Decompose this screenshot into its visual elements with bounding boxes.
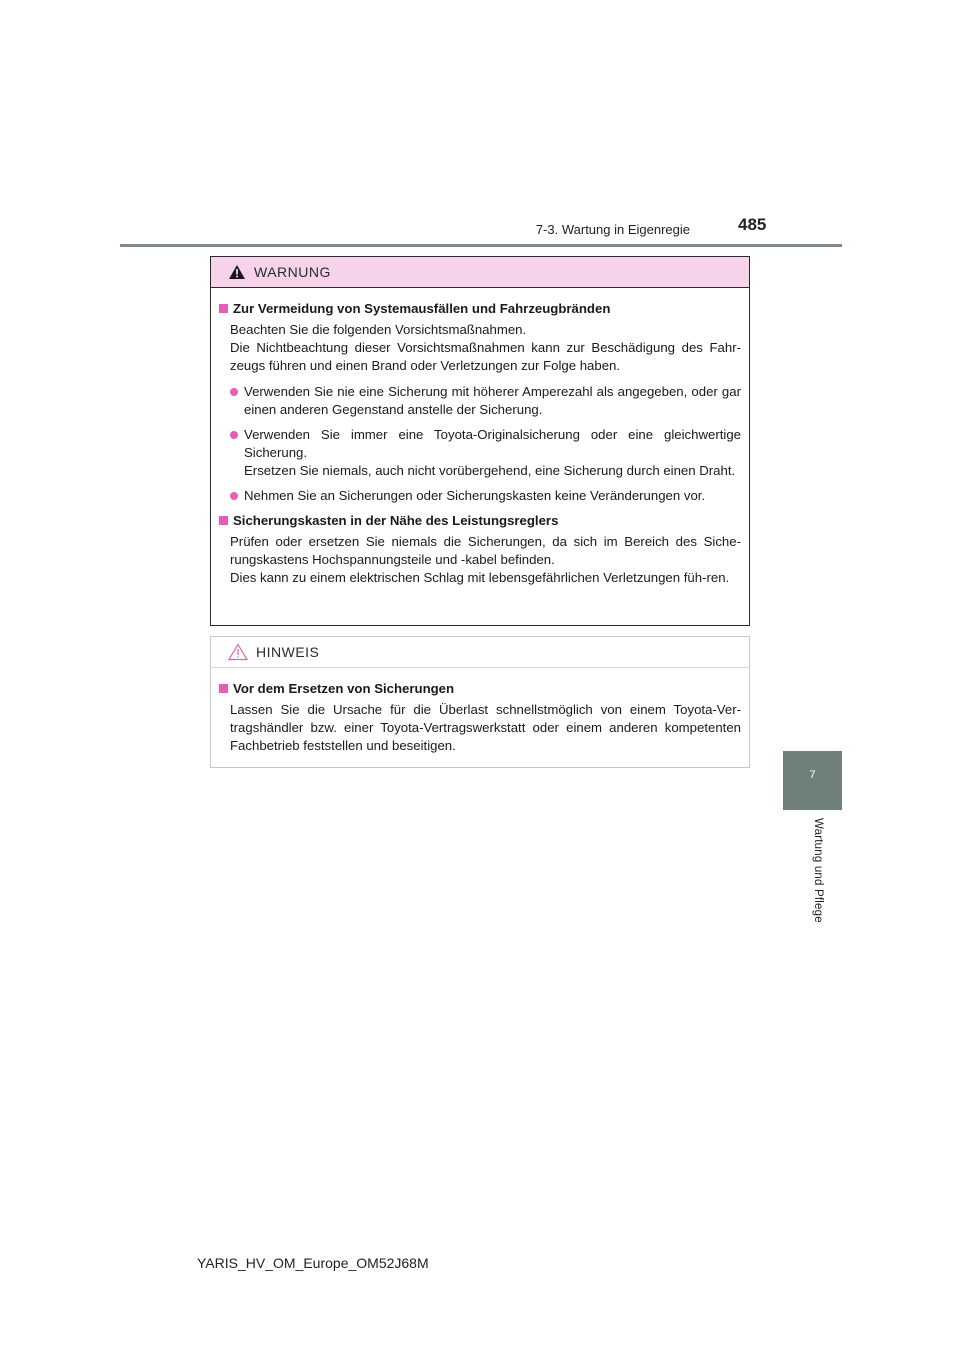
section-heading-text: Vor dem Ersetzen von Sicherungen bbox=[233, 681, 455, 696]
square-bullet-icon bbox=[219, 516, 228, 525]
bullet-text bbox=[244, 383, 741, 419]
paragraph bbox=[219, 321, 741, 375]
warning-title: WARNUNG bbox=[254, 264, 331, 280]
header-rule bbox=[120, 244, 842, 247]
bullet-line: Nehmen Sie an Sicherungen oder Sicherungskasten keine Veränderungen vor. bbox=[244, 488, 706, 503]
note-body bbox=[211, 668, 749, 755]
section-heading bbox=[219, 300, 741, 318]
bullet-item bbox=[219, 487, 741, 505]
bullet-text bbox=[244, 426, 741, 480]
note-header bbox=[211, 637, 749, 668]
footer-doc-id: YARIS_HV_OM_Europe_OM52J68M bbox=[197, 1255, 429, 1271]
section-heading bbox=[219, 680, 741, 698]
bullet-item bbox=[219, 426, 741, 480]
bullet-line: Verwenden Sie nie eine Sicherung mit höherer Amperezahl als angegeben, oder gar einen anderen Gegenstand anstelle der Sicherung. bbox=[244, 384, 741, 417]
circle-bullet-icon bbox=[230, 388, 238, 396]
caution-triangle-icon bbox=[228, 643, 248, 661]
paragraph-line: Die Nichtbeachtung dieser Vorsichtsmaßnahmen kann zur Beschädigung des Fahr-zeugs führen und einen Brand oder Verletzungen zur Folge haben. bbox=[230, 340, 741, 373]
bullet-line: Verwenden Sie immer eine Toyota-Originalsicherung oder eine gleichwertige Sicherung. bbox=[244, 427, 741, 460]
bullet-text bbox=[244, 487, 705, 505]
circle-bullet-icon bbox=[230, 431, 238, 439]
paragraph-line: Dies kann zu einem elektrischen Schlag mit lebensgefährlichen Verletzungen füh-ren. bbox=[230, 570, 730, 585]
note-title: HINWEIS bbox=[256, 644, 320, 660]
section-heading-text: Zur Vermeidung von Systemausfällen und Fahrzeugbränden bbox=[233, 301, 611, 316]
square-bullet-icon bbox=[219, 304, 228, 313]
note-box bbox=[210, 636, 750, 768]
paragraph-line: Prüfen oder ersetzen Sie niemals die Sicherungen, da sich im Bereich des Siche-rungskastens Hochspannungsteile und -kabel befinden. bbox=[230, 534, 741, 567]
header-section-title: 7-3. Wartung in Eigenregie bbox=[535, 222, 690, 237]
paragraph bbox=[219, 701, 741, 755]
paragraph-line: Beachten Sie die folgenden Vorsichtsmaßnahmen. bbox=[230, 322, 527, 337]
section-heading-text: Sicherungskasten in der Nähe des Leistungsreglers bbox=[233, 513, 559, 528]
page-number: 485 bbox=[738, 215, 767, 234]
section-heading bbox=[219, 512, 741, 530]
bullet-item bbox=[219, 383, 741, 419]
paragraph-line: Lassen Sie die Ursache für die Überlast schnellstmöglich von einem Toyota-Ver-tragshändler bzw. einer Toyota-Vertragswerkstatt oder einem anderen kompetenten Fachbetrieb feststellen und beseitigen. bbox=[230, 702, 741, 753]
warning-header bbox=[211, 257, 749, 288]
square-bullet-icon bbox=[219, 684, 228, 693]
warning-body bbox=[211, 288, 749, 587]
warning-box bbox=[210, 256, 750, 626]
circle-bullet-icon bbox=[230, 492, 238, 500]
bullet-line: Ersetzen Sie niemals, auch nicht vorübergehend, eine Sicherung durch einen Draht. bbox=[244, 463, 736, 478]
warning-triangle-icon bbox=[228, 264, 246, 280]
chapter-label: Wartung und Pflege bbox=[812, 818, 824, 923]
chapter-tab: 7 bbox=[783, 751, 842, 810]
paragraph bbox=[219, 533, 741, 587]
